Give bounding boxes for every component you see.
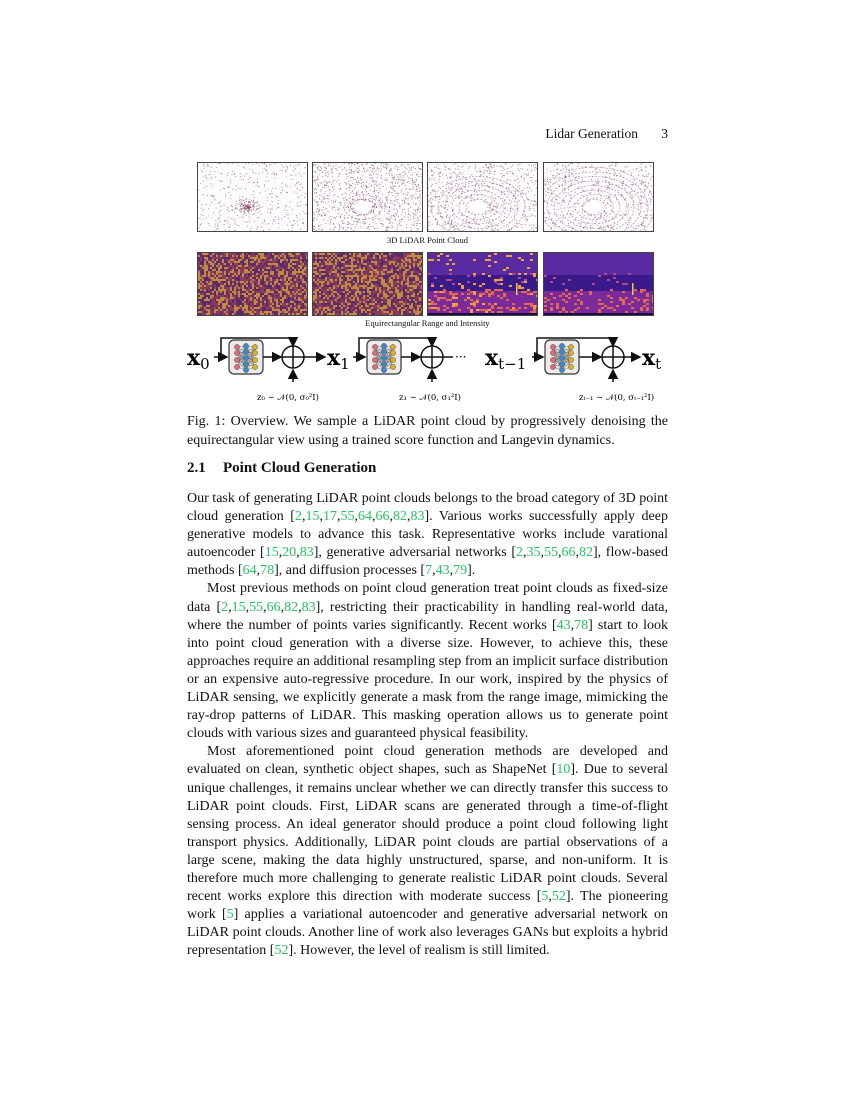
citation-link[interactable]: 66 — [375, 509, 390, 525]
text-run: , — [406, 509, 411, 525]
text-run: ], flow-based methods [ — [187, 545, 668, 579]
x0-label: x0 — [187, 345, 210, 373]
text-run: Most aforementioned point cloud generation methods are developed and evaluated on clean, synthetic object shapes, such as ShapeNet [ — [187, 744, 668, 778]
citation-link[interactable]: 17 — [322, 509, 337, 525]
citation-link[interactable]: 5 — [226, 907, 234, 923]
citation-link[interactable]: 78 — [574, 617, 589, 633]
citation-link[interactable]: 83 — [299, 545, 314, 561]
text-run: , — [319, 509, 323, 525]
text-run: ] start to look into point cloud generation with a diverse size. However, to achieve this, these approaches require an additional resampling step from an implicit surface distribution or an expensive auto-regressive procedure. In our work, inspired by the physics of LiDAR sensing, we explicitly generate a mask from the range image, mimicking the ray-drop patterns of LiDAR. This masking operation allows us to generate point clouds with various sizes and guaranteed physical feasibility. — [187, 617, 669, 742]
running-head-title: Lidar Generation — [545, 126, 638, 141]
citation-link[interactable]: 52 — [274, 943, 289, 959]
range-panel-2 — [312, 252, 423, 316]
citation-link[interactable]: 15 — [264, 545, 279, 561]
range-structured-image — [428, 253, 537, 315]
citation-link[interactable]: 64 — [242, 563, 257, 579]
citation-link[interactable]: 10 — [556, 762, 571, 778]
point-cloud-partial-image — [313, 163, 422, 231]
range-panel-3 — [427, 252, 538, 316]
chain-ellipsis: ··· — [455, 350, 467, 364]
running-head — [187, 126, 668, 146]
text-run: , — [245, 599, 250, 615]
text-run: , — [301, 509, 306, 525]
paragraph-2 — [187, 580, 668, 743]
page-number: 3 — [661, 126, 668, 141]
noise-label-1: z₁ ∼ 𝒩(0, σ₁²I) — [399, 393, 461, 403]
range-row-label: Equirectangular Range and Intensity — [365, 318, 490, 328]
citation-link[interactable]: 2 — [221, 599, 229, 615]
citation-link[interactable]: 79 — [453, 563, 468, 579]
citation-link[interactable]: 64 — [357, 509, 372, 525]
text-run: ], generative adversarial networks [ — [313, 545, 516, 561]
citation-link[interactable]: 66 — [561, 545, 576, 561]
section-number: 2.1 — [187, 460, 206, 476]
text-run: , — [449, 563, 454, 579]
text-run: ] applies a variational autoencoder and generative adversarial network on LiDAR point clouds. Another line of work also leverages GANs but exploits a hybrid representation [ — [187, 907, 668, 959]
text-run: , — [389, 509, 393, 525]
text-run: , — [540, 545, 544, 561]
point-cloud-panel-1 — [197, 162, 308, 232]
paragraph-1 — [187, 490, 668, 580]
citation-link[interactable]: 5 — [541, 889, 549, 905]
sum-node-icon — [282, 346, 304, 368]
citation-link[interactable]: 82 — [392, 509, 407, 525]
text-run: ]. Due to several unique challenges, it remains unclear whether we can directly transfer this success to LiDAR point clouds. First, LiDAR scans are generated through a time-of-flight sensing process. An ideal generator should produce a point cloud following light transport physics. Additionally, LiDAR point clouds are partial observations of a large scene, making the data highly unstructured, sparse, and non-uniform. It is therefore much more challenging to generate realistic LiDAR point clouds. Several recent works explore this direction with moderate success [ — [187, 762, 668, 905]
noise-label-0: z₀ ∼ 𝒩(0, σ₀²I) — [257, 393, 319, 403]
figure-caption: Fig. 1: Overview. We sample a LiDAR point cloud by progressively denoising the equirectangular view using a trained score function and Langevin dynamics. — [187, 414, 668, 448]
point-cloud-panel-4 — [543, 162, 654, 232]
citation-link[interactable]: 83 — [410, 509, 425, 525]
text-run: , — [354, 509, 358, 525]
citation-link[interactable]: 35 — [526, 545, 541, 561]
point-cloud-final-image — [544, 163, 653, 231]
citation-link[interactable]: 55 — [544, 545, 558, 561]
citation-link[interactable]: 2 — [294, 509, 302, 525]
section-heading — [187, 460, 668, 477]
text-run: ], and diffusion processes [ — [274, 563, 426, 579]
citation-link[interactable]: 52 — [551, 889, 566, 905]
text-run: Most previous methods on point cloud generation treat point clouds as fixed-size data [ — [187, 581, 668, 615]
paragraph-3 — [187, 743, 668, 960]
text-run: , — [256, 563, 261, 579]
score-network-icon — [367, 340, 401, 374]
denoising-chain-diagram — [187, 332, 668, 412]
text-run: ]. Various works successfully apply deep generative models to advance this task. Representative works include varational autoencoder [ — [187, 509, 668, 561]
xt-minus-1-label: xt−1 — [485, 345, 527, 373]
text-run: , — [336, 509, 341, 525]
text-run: , — [548, 889, 552, 905]
text-run: ]. The pioneering work [ — [187, 889, 668, 923]
range-panel-1 — [197, 252, 308, 316]
sum-node-icon — [602, 346, 624, 368]
text-run: , — [432, 563, 436, 579]
text-run: ]. — [467, 563, 476, 579]
range-panel-4 — [543, 252, 654, 316]
text-run: Our task of generating LiDAR point clouds belongs to the broad category of 3D point cloud generation [ — [187, 491, 668, 525]
noise-label-2: zₜ₋₁ ∼ 𝒩(0, σₜ₋₁²I) — [579, 393, 655, 403]
text-run: , — [371, 509, 376, 525]
citation-link[interactable]: 15 — [305, 509, 320, 525]
citation-link[interactable]: 82 — [284, 599, 299, 615]
point-cloud-panel-3 — [427, 162, 538, 232]
point-cloud-panel-2 — [312, 162, 423, 232]
citation-link[interactable]: 20 — [282, 545, 297, 561]
citation-link[interactable]: 66 — [266, 599, 281, 615]
overview-figure — [187, 160, 668, 410]
point-cloud-row-label: 3D LiDAR Point Cloud — [387, 235, 468, 245]
x1-label: x1 — [327, 345, 350, 373]
citation-link[interactable]: 83 — [301, 599, 316, 615]
sum-node-icon — [421, 346, 443, 368]
citation-link[interactable]: 55 — [340, 509, 355, 525]
xt-label: xt — [642, 345, 662, 373]
text-run: , — [523, 545, 527, 561]
point-cloud-structured-image — [428, 163, 537, 231]
text-run: , — [558, 545, 562, 561]
citation-link[interactable]: 78 — [260, 563, 275, 579]
citation-link[interactable]: 15 — [231, 599, 246, 615]
range-partial-image — [313, 253, 422, 315]
text-run: ], restricting their practicability in handling real-world data, where the number of points varies significantly. Recent works [ — [187, 599, 669, 633]
text-run: , — [570, 617, 575, 633]
text-run: , — [278, 545, 283, 561]
citation-link[interactable]: 43 — [435, 563, 450, 579]
section-title: Point Cloud Generation — [223, 460, 377, 476]
range-final-image — [544, 253, 653, 315]
text-run: , — [575, 545, 579, 561]
range-noise-image — [198, 253, 307, 315]
citation-link[interactable]: 82 — [579, 545, 593, 561]
section-body — [187, 490, 668, 960]
citation-link[interactable]: 43 — [556, 617, 571, 633]
citation-link[interactable]: 7 — [425, 563, 433, 579]
text-run: , — [298, 599, 302, 615]
text-run: , — [263, 599, 267, 615]
text-run: ]. However, the level of realism is still limited. — [288, 943, 550, 959]
point-cloud-noise-image — [198, 163, 307, 231]
text-run: , — [296, 545, 300, 561]
text-run: , — [228, 599, 232, 615]
score-network-icon — [229, 340, 263, 374]
score-network-icon — [545, 340, 579, 374]
citation-link[interactable]: 55 — [249, 599, 264, 615]
text-run: , — [280, 599, 285, 615]
citation-link[interactable]: 2 — [516, 545, 523, 561]
